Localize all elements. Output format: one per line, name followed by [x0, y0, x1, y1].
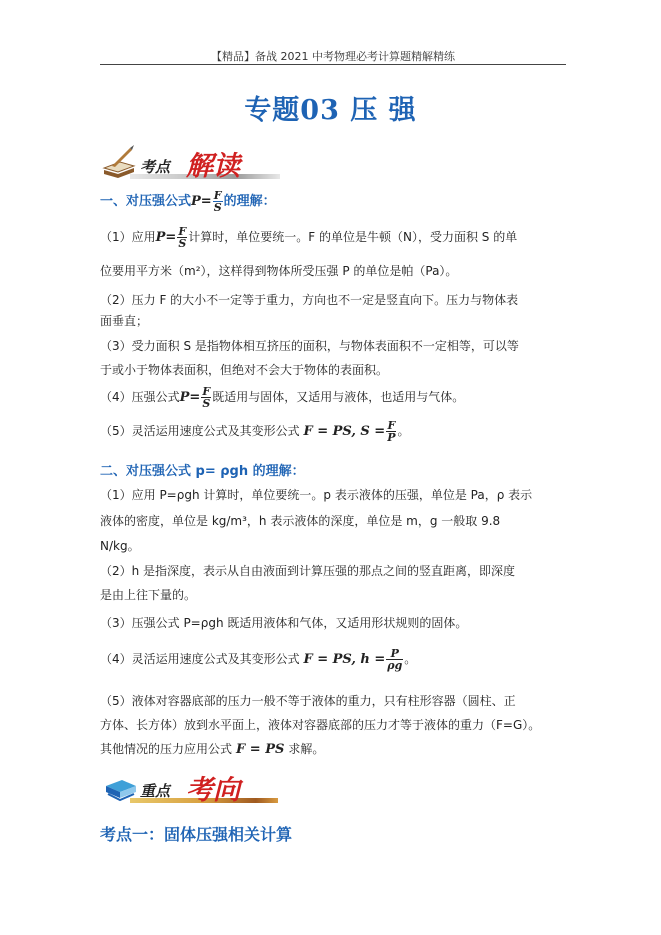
s2-para1-line3: N/kg。	[100, 539, 140, 553]
fraction-num: F	[202, 385, 211, 398]
fraction-den: ρg	[387, 659, 403, 672]
s1-para4	[100, 386, 464, 409]
text: 计算时，单位要统一。F 的单位是牛顿（N），受力面积 S 的单	[188, 230, 518, 244]
s1-para1-line1	[100, 226, 517, 249]
banner-small-text: 重点	[140, 782, 171, 800]
formula: F = PS, S =	[303, 424, 386, 439]
banner-zhongdian-kaoxiang	[100, 768, 300, 808]
text: 其他情况的压力应用公式	[100, 742, 233, 756]
s2-para4	[100, 648, 416, 671]
heading-text: 一、对压强公式	[100, 194, 192, 209]
s1-para3-line1: （3）受力面积 S 是指物体相互挤压的面积，与物体表面积不一定相等，可以等	[100, 339, 519, 353]
formula: F = PS	[236, 742, 285, 757]
formula-var: P	[179, 390, 190, 405]
fraction-den: S	[213, 201, 222, 214]
text: 。	[404, 652, 417, 666]
banner-kaodian-jiedu	[100, 144, 300, 184]
formula-eq: =	[189, 390, 201, 405]
formula: F = PS, h =	[303, 652, 386, 667]
fraction-num: F	[178, 225, 187, 238]
page-title: 专题03 压 强	[244, 95, 417, 126]
kaodian-heading: 考点一：固体压强相关计算	[100, 825, 293, 844]
page-header: 【精品】备战 2021 中考物理必考计算题精解精练	[211, 50, 455, 63]
fraction-num: F	[387, 419, 396, 432]
s2-para1-line2: 液体的密度，单位是 kg/m³，h 表示液体的深度，单位是 m，g 一般取 9.8	[100, 514, 501, 528]
formula-fraction	[386, 648, 403, 671]
s1-para3-line2: 于或小于物体表面积，但绝对不会大于物体的表面积。	[100, 363, 389, 377]
formula-eq: =	[165, 230, 177, 245]
s2-para3: （3）压强公式 P=ρgh 既适用液体和气体，又适用形状规则的固体。	[100, 616, 468, 630]
s1-para1-line2: 位要用平方米（m²），这样得到物体所受压强 P 的单位是帕（Pa）。	[100, 264, 458, 278]
text: （5）灵活运用速度公式及其变形公式	[100, 424, 300, 438]
section2-heading: 二、对压强公式 p= ρgh 的理解：	[100, 464, 305, 479]
s2-para2-line1: （2）h 是指深度，表示从自由液面到计算压强的那点之间的竖直距离，即深度	[100, 564, 516, 578]
s2-para2-line2: 是由上往下量的。	[100, 588, 197, 602]
text: 求解。	[288, 742, 325, 756]
formula-fraction	[177, 226, 187, 249]
section1-heading	[100, 190, 276, 213]
banner-small-text: 考点	[140, 158, 171, 176]
fraction-den: P	[387, 431, 396, 444]
formula-fraction	[213, 190, 223, 213]
text: （4）灵活运用速度公式及其变形公式	[100, 652, 300, 666]
s1-para2-line1: （2）压力 F 的大小不一定等于重力，方向也不一定是竖直向下。压力与物体表	[100, 293, 519, 307]
fraction-den: S	[202, 397, 211, 410]
formula-var: P	[191, 194, 201, 209]
formula-fraction	[386, 420, 396, 443]
s1-para5	[100, 420, 410, 443]
banner-big-text: 解读	[186, 151, 240, 182]
formula-fraction	[201, 386, 211, 409]
formula-var: P	[155, 230, 166, 245]
books-icon	[100, 768, 140, 806]
book-quill-icon	[100, 144, 140, 182]
s2-para1-line1: （1）应用 P=ρgh 计算时，单位要统一。p 表示液体的压强，单位是 Pa，ρ 表示	[100, 488, 533, 502]
text: 。	[397, 424, 410, 438]
fraction-num: F	[213, 189, 222, 202]
heading-text: 的理解：	[223, 194, 276, 209]
s2-para5-line2: 方体、长方体）放到水平面上，液体对容器底部的压力才等于液体的重力（F=G）。	[100, 718, 541, 732]
header-rule	[100, 64, 566, 65]
fraction-den: S	[178, 237, 187, 250]
text: 既适用与固体，又适用与液体，也适用与气体。	[212, 390, 465, 404]
text: （1）应用	[100, 230, 156, 244]
s2-para5-line3	[100, 740, 324, 757]
s2-para5-line1: （5）液体对容器底部的压力一般不等于液体的重力，只有柱形容器（圆柱、正	[100, 694, 516, 708]
formula-eq: =	[200, 194, 212, 209]
fraction-num: P	[386, 648, 403, 660]
banner-big-text: 考向	[186, 775, 240, 806]
text: （4）压强公式	[100, 390, 180, 404]
s1-para2-line2: 面垂直；	[100, 314, 149, 328]
